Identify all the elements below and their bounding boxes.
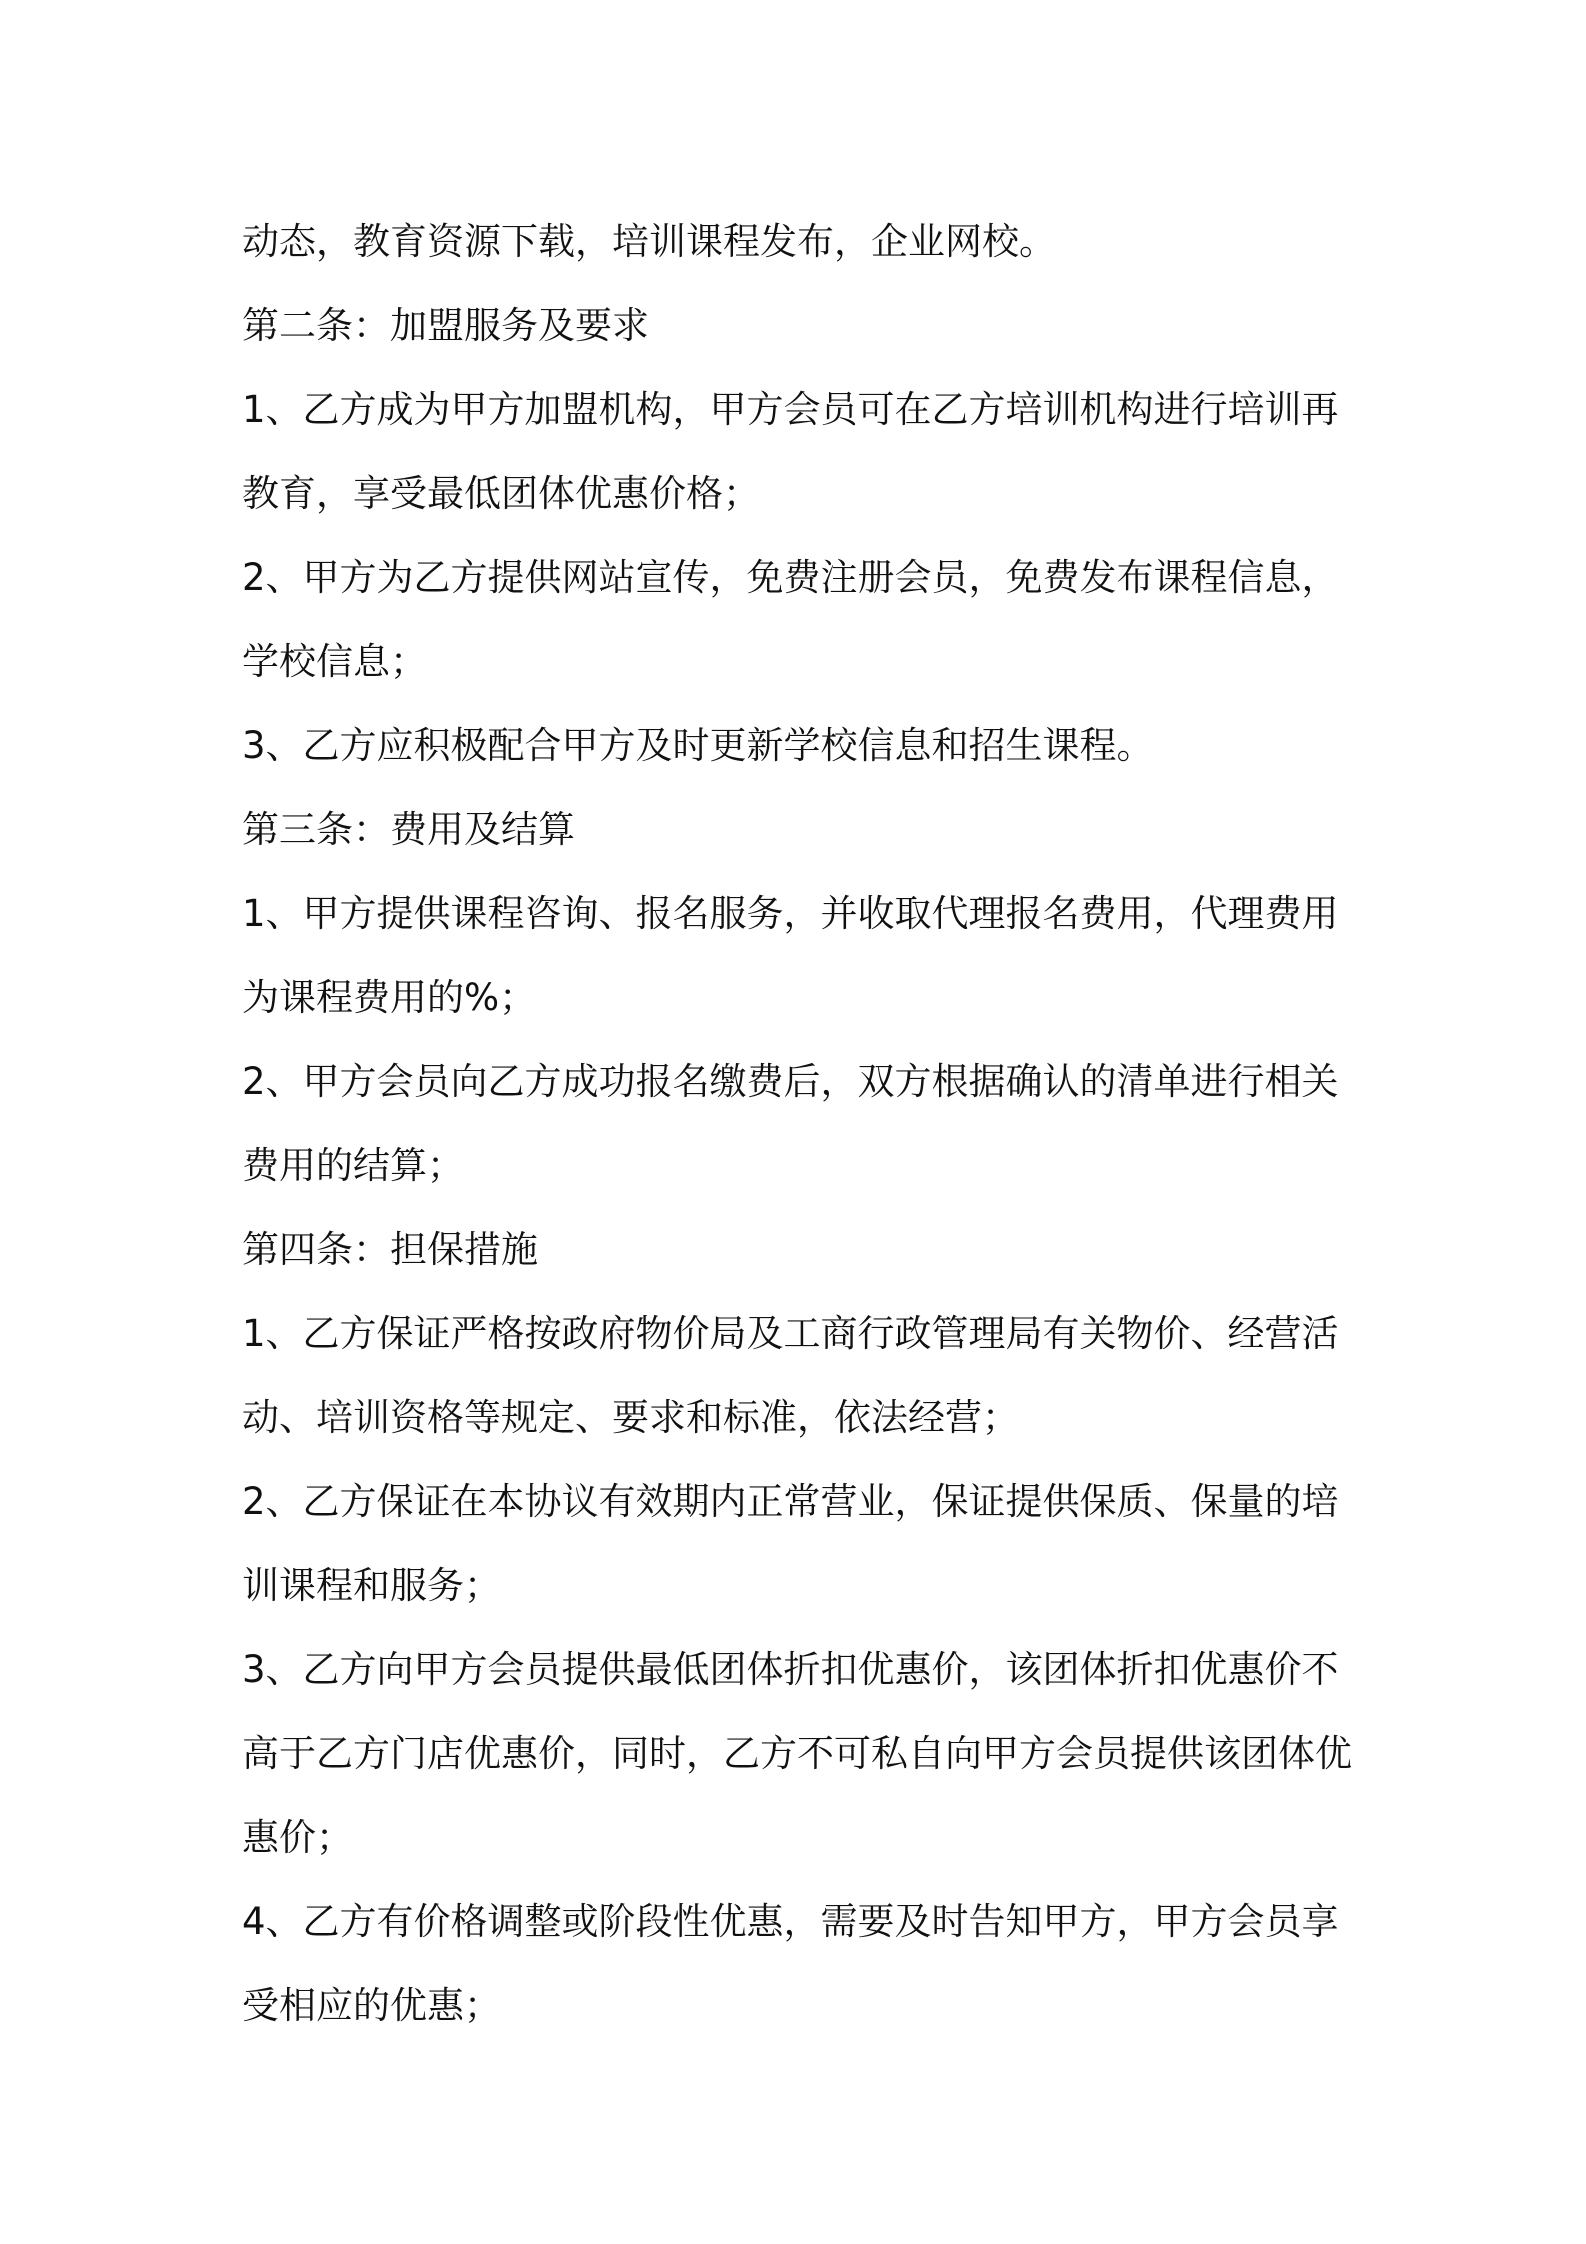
text-line-9: 1、甲方提供课程咨询、报名服务，并收取代理报名费用，代理费用 — [242, 892, 1339, 935]
text-line-21: 4、乙方有价格调整或阶段性优惠，需要及时告知甲方，甲方会员享 — [242, 1900, 1339, 1943]
text-line-19: 高于乙方门店优惠价，同时，乙方不可私自向甲方会员提供该团体优 — [242, 1732, 1352, 1775]
text-line-10: 为课程费用的%； — [242, 976, 537, 1019]
article-2-heading: 第二条：加盟服务及要求 — [242, 304, 649, 347]
text-line-6: 学校信息； — [242, 640, 427, 683]
text-line-16: 2、乙方保证在本协议有效期内正常营业，保证提供保质、保量的培 — [242, 1480, 1339, 1523]
text-line-22: 受相应的优惠； — [242, 1984, 501, 2027]
text-line-11: 2、甲方会员向乙方成功报名缴费后，双方根据确认的清单进行相关 — [242, 1060, 1339, 1103]
text-line-5: 2、甲方为乙方提供网站宣传，免费注册会员，免费发布课程信息， — [242, 556, 1339, 599]
text-line-15: 动、培训资格等规定、要求和标准，依法经营； — [242, 1396, 1019, 1439]
article-3-heading: 第三条：费用及结算 — [242, 808, 575, 851]
text-line-20: 惠价； — [242, 1816, 353, 1859]
text-line-7: 3、乙方应积极配合甲方及时更新学校信息和招生课程。 — [242, 724, 1154, 767]
text-line-18: 3、乙方向甲方会员提供最低团体折扣优惠价，该团体折扣优惠价不 — [242, 1648, 1339, 1691]
article-4-heading: 第四条：担保措施 — [242, 1228, 538, 1271]
text-line-1: 动态，教育资源下载，培训课程发布，企业网校。 — [242, 220, 1056, 263]
text-line-12: 费用的结算； — [242, 1144, 464, 1187]
text-line-17: 训课程和服务； — [242, 1564, 501, 1607]
text-line-3: 1、乙方成为甲方加盟机构，甲方会员可在乙方培训机构进行培训再 — [242, 388, 1339, 431]
text-line-4: 教育，享受最低团体优惠价格； — [242, 472, 760, 515]
document-body — [242, 200, 1362, 2048]
text-line-14: 1、乙方保证严格按政府物价局及工商行政管理局有关物价、经营活 — [242, 1312, 1339, 1355]
